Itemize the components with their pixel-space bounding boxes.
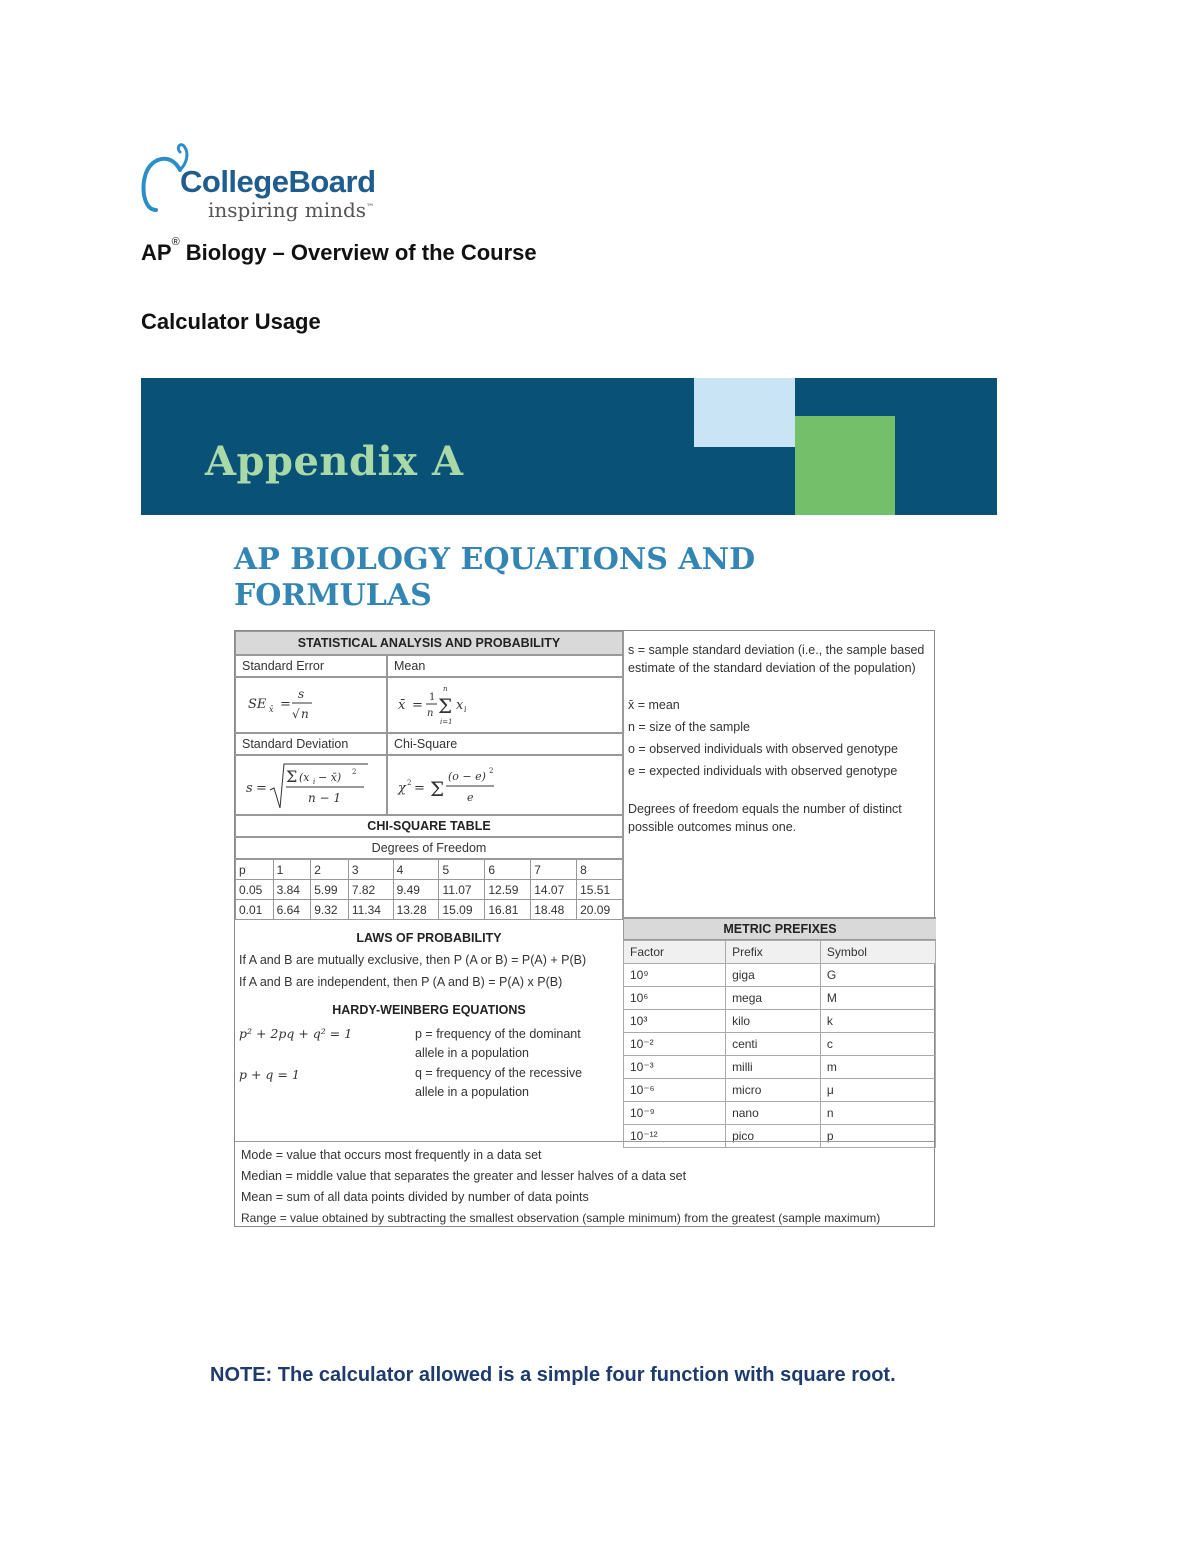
- metric-table-row-cell: milli: [726, 1056, 821, 1079]
- svg-text:i=1: i=1: [440, 718, 453, 726]
- svg-text:2: 2: [407, 779, 412, 787]
- hardy-weinberg-header: HARDY-WEINBERG EQUATIONS: [332, 1003, 526, 1017]
- metric-table-row-cell: p: [820, 1125, 935, 1148]
- svg-text:1: 1: [429, 692, 436, 703]
- metric-header: METRIC PREFIXES: [623, 918, 936, 940]
- chi-table-row-cell: 14.07: [531, 880, 577, 900]
- chi-table-header: CHI-SQUARE TABLE: [235, 815, 623, 837]
- glossary-panel: [235, 1141, 936, 1228]
- metric-table-row-cell: 10⁻⁶: [624, 1079, 726, 1102]
- metric-table-row-cell: 10⁻²: [624, 1033, 726, 1056]
- chi-table-row-header-row-cell: 4: [393, 860, 439, 880]
- stats-header: STATISTICAL ANALYSIS AND PROBABILITY: [235, 631, 623, 655]
- svg-text:n − 1: n − 1: [308, 791, 342, 805]
- metric-table-row: [624, 964, 936, 987]
- def-o: o = observed individuals with observed genotype: [628, 742, 898, 756]
- standard-error-equation: [236, 678, 386, 732]
- logo-wordmark: CollegeBoard: [180, 164, 376, 199]
- chi-table-row-cell: 11.34: [348, 900, 393, 920]
- standard-error-label: Standard Error: [235, 655, 387, 677]
- def-degrees-of-freedom: Degrees of freedom equals the number of distinct possible outcomes minus one.: [628, 802, 902, 834]
- metric-table-row-header-row-cell: Prefix: [726, 941, 821, 964]
- chi-table-row-cell: 16.81: [485, 900, 531, 920]
- chi-table-row-cell: 7.82: [348, 880, 393, 900]
- glossary-mode: Mode = value that occurs most frequently in a data set: [241, 1148, 542, 1162]
- svg-text:s: s: [246, 781, 253, 796]
- metric-table-row-header-row-cell: Symbol: [820, 941, 935, 964]
- metric-table-row: [624, 1079, 936, 1102]
- svg-text:=: =: [256, 781, 267, 796]
- document-title: AP BIOLOGY EQUATIONS AND FORMULAS: [234, 542, 756, 613]
- svg-text:n: n: [301, 707, 309, 721]
- svg-text:i: i: [464, 705, 467, 714]
- metric-table-row-cell: k: [820, 1010, 935, 1033]
- chi-table-row-cell: 11.07: [439, 880, 485, 900]
- chi-table-row-cell: 15.51: [577, 880, 623, 900]
- chi-square-equation: [388, 756, 622, 814]
- chi-table-row-header-row-cell: 1: [273, 860, 311, 880]
- chi-table-row-header-row-cell: 2: [311, 860, 349, 880]
- definitions-panel: [623, 631, 936, 918]
- mean-equation: [388, 678, 622, 732]
- svg-text:√: √: [292, 707, 300, 721]
- metric-table-row-cell: 10⁻³: [624, 1056, 726, 1079]
- chi-table-row-cell: 0.05: [236, 880, 274, 900]
- hardy-weinberg-p-def: p = frequency of the dominant allele in a population: [415, 1027, 581, 1060]
- chi-square-table: [235, 859, 623, 920]
- svg-text:s: s: [298, 687, 305, 701]
- metric-table-row-cell: 10³: [624, 1010, 726, 1033]
- def-n: n = size of the sample: [628, 720, 750, 734]
- svg-text:Σ: Σ: [438, 694, 453, 718]
- chi-table-row-header-row-cell: p: [236, 860, 274, 880]
- def-xbar: x̄ = mean: [628, 698, 680, 712]
- chi-table-row-header-row-cell: 6: [485, 860, 531, 880]
- svg-text:=: =: [280, 697, 291, 712]
- svg-text:(o − e): (o − e): [448, 770, 486, 783]
- formula-sheet: [234, 630, 935, 1227]
- metric-table-row: [624, 1010, 936, 1033]
- svg-text:=: =: [414, 781, 425, 796]
- metric-prefix-table: [623, 940, 936, 1148]
- hardy-weinberg-eq-2: p + q = 1: [239, 1067, 300, 1082]
- page-title: AP® Biology – Overview of the Course: [141, 236, 537, 265]
- metric-table-row-cell: 10⁹: [624, 964, 726, 987]
- chi-table-row-cell: 9.49: [393, 880, 439, 900]
- metric-table-row-cell: nano: [726, 1102, 821, 1125]
- hardy-weinberg-eq-1: p² + 2pq + q² = 1: [239, 1026, 353, 1041]
- chi-table-row-cell: 20.09: [577, 900, 623, 920]
- laws-line-1: If A and B are mutually exclusive, then P (A or B) = P(A) + P(B): [239, 953, 587, 967]
- laws-line-2: If A and B are independent, then P (A and B) = P(A) x P(B): [239, 975, 563, 989]
- metric-table-row-cell: μ: [820, 1079, 935, 1102]
- svg-text:x̄: x̄: [269, 705, 274, 714]
- svg-text:2: 2: [352, 768, 357, 776]
- metric-table-row-cell: m: [820, 1056, 935, 1079]
- metric-table-row-cell: kilo: [726, 1010, 821, 1033]
- chi-table-row-cell: 0.01: [236, 900, 274, 920]
- metric-table-row-cell: G: [820, 964, 935, 987]
- metric-table-row-header-row: [624, 941, 936, 964]
- chi-table-row-cell: 15.09: [439, 900, 485, 920]
- chi-table-subheader: Degrees of Freedom: [235, 837, 623, 859]
- metric-table-row-cell: c: [820, 1033, 935, 1056]
- banner-title: Appendix A: [205, 438, 464, 485]
- metric-table-row-cell: micro: [726, 1079, 821, 1102]
- svg-text:− x̄): − x̄): [318, 771, 342, 784]
- svg-text:x: x: [456, 698, 464, 713]
- standard-deviation-label: Standard Deviation: [235, 733, 387, 755]
- chi-table-row-cell: 13.28: [393, 900, 439, 920]
- chi-table-row-header-row-cell: 5: [439, 860, 485, 880]
- metric-table-row-cell: pico: [726, 1125, 821, 1148]
- mean-label: Mean: [387, 655, 623, 677]
- hardy-weinberg-q-def: q = frequency of the recessive allele in a population: [415, 1066, 583, 1099]
- svg-text:χ: χ: [398, 781, 406, 796]
- svg-text:2: 2: [489, 767, 494, 775]
- svg-text:Σ: Σ: [286, 767, 298, 786]
- svg-text:=: =: [412, 698, 423, 713]
- standard-deviation-formula: [235, 755, 387, 815]
- metric-table-row-header-row-cell: Factor: [624, 941, 726, 964]
- chi-table-row-header-row: [236, 860, 623, 880]
- svg-text:x̄: x̄: [398, 698, 406, 713]
- chi-table-row-cell: 12.59: [485, 880, 531, 900]
- chi-square-formula: [387, 755, 623, 815]
- metric-table-row-cell: M: [820, 987, 935, 1010]
- chi-table-row-cell: 18.48: [531, 900, 577, 920]
- metric-table-row-cell: centi: [726, 1033, 821, 1056]
- def-e: e = expected individuals with observed genotype: [628, 764, 898, 778]
- chi-table-row-cell: 9.32: [311, 900, 349, 920]
- chi-table-row-cell: 5.99: [311, 880, 349, 900]
- def-s: s = sample standard deviation (i.e., the sample based estimate of the standard deviation of the population): [628, 643, 925, 675]
- laws-header: LAWS OF PROBABILITY: [356, 931, 502, 945]
- svg-text:n: n: [427, 708, 434, 719]
- chi-table-row-header-row-cell: 7: [531, 860, 577, 880]
- chi-table-row: [236, 900, 623, 920]
- svg-text:n: n: [443, 685, 448, 693]
- section-heading: Calculator Usage: [141, 309, 321, 334]
- chi-table-row-header-row-cell: 3: [348, 860, 393, 880]
- chi-table-row-header-row-cell: 8: [577, 860, 623, 880]
- metric-table-row: [624, 1033, 936, 1056]
- glossary-median: Median = middle value that separates the greater and lesser halves of a data set: [241, 1169, 687, 1183]
- svg-text:Σ: Σ: [430, 777, 445, 801]
- metric-table-row-cell: 10⁶: [624, 987, 726, 1010]
- chi-table-row-cell: 6.64: [273, 900, 311, 920]
- metric-table-row-cell: mega: [726, 987, 821, 1010]
- metric-table-row: [624, 987, 936, 1010]
- metric-table-row-cell: n: [820, 1102, 935, 1125]
- banner-square-green: [795, 416, 895, 515]
- chi-square-label: Chi-Square: [387, 733, 623, 755]
- svg-text:SE: SE: [248, 697, 267, 712]
- metric-table-row-cell: 10⁻⁹: [624, 1102, 726, 1125]
- standard-deviation-equation: [236, 756, 386, 814]
- metric-table-row-cell: 10⁻¹²: [624, 1125, 726, 1148]
- glossary-range: Range = value obtained by subtracting the smallest observation (sample minimum) from the greatest (sample maximum): [241, 1211, 881, 1225]
- banner-square-light: [694, 378, 795, 447]
- mean-formula: [387, 677, 623, 733]
- logo-tagline: inspiring minds™: [208, 198, 375, 222]
- standard-error-formula: [235, 677, 387, 733]
- chi-table-row-cell: 3.84: [273, 880, 311, 900]
- metric-table-row: [624, 1056, 936, 1079]
- metric-table-row: [624, 1102, 936, 1125]
- chi-table-row: [236, 880, 623, 900]
- glossary-mean: Mean = sum of all data points divided by number of data points: [241, 1190, 589, 1204]
- svg-text:i: i: [313, 778, 316, 786]
- metric-table-row-cell: giga: [726, 964, 821, 987]
- svg-text:(x: (x: [299, 771, 310, 784]
- calculator-note: NOTE: The calculator allowed is a simple four function with square root.: [210, 1364, 896, 1386]
- svg-text:e: e: [467, 791, 474, 804]
